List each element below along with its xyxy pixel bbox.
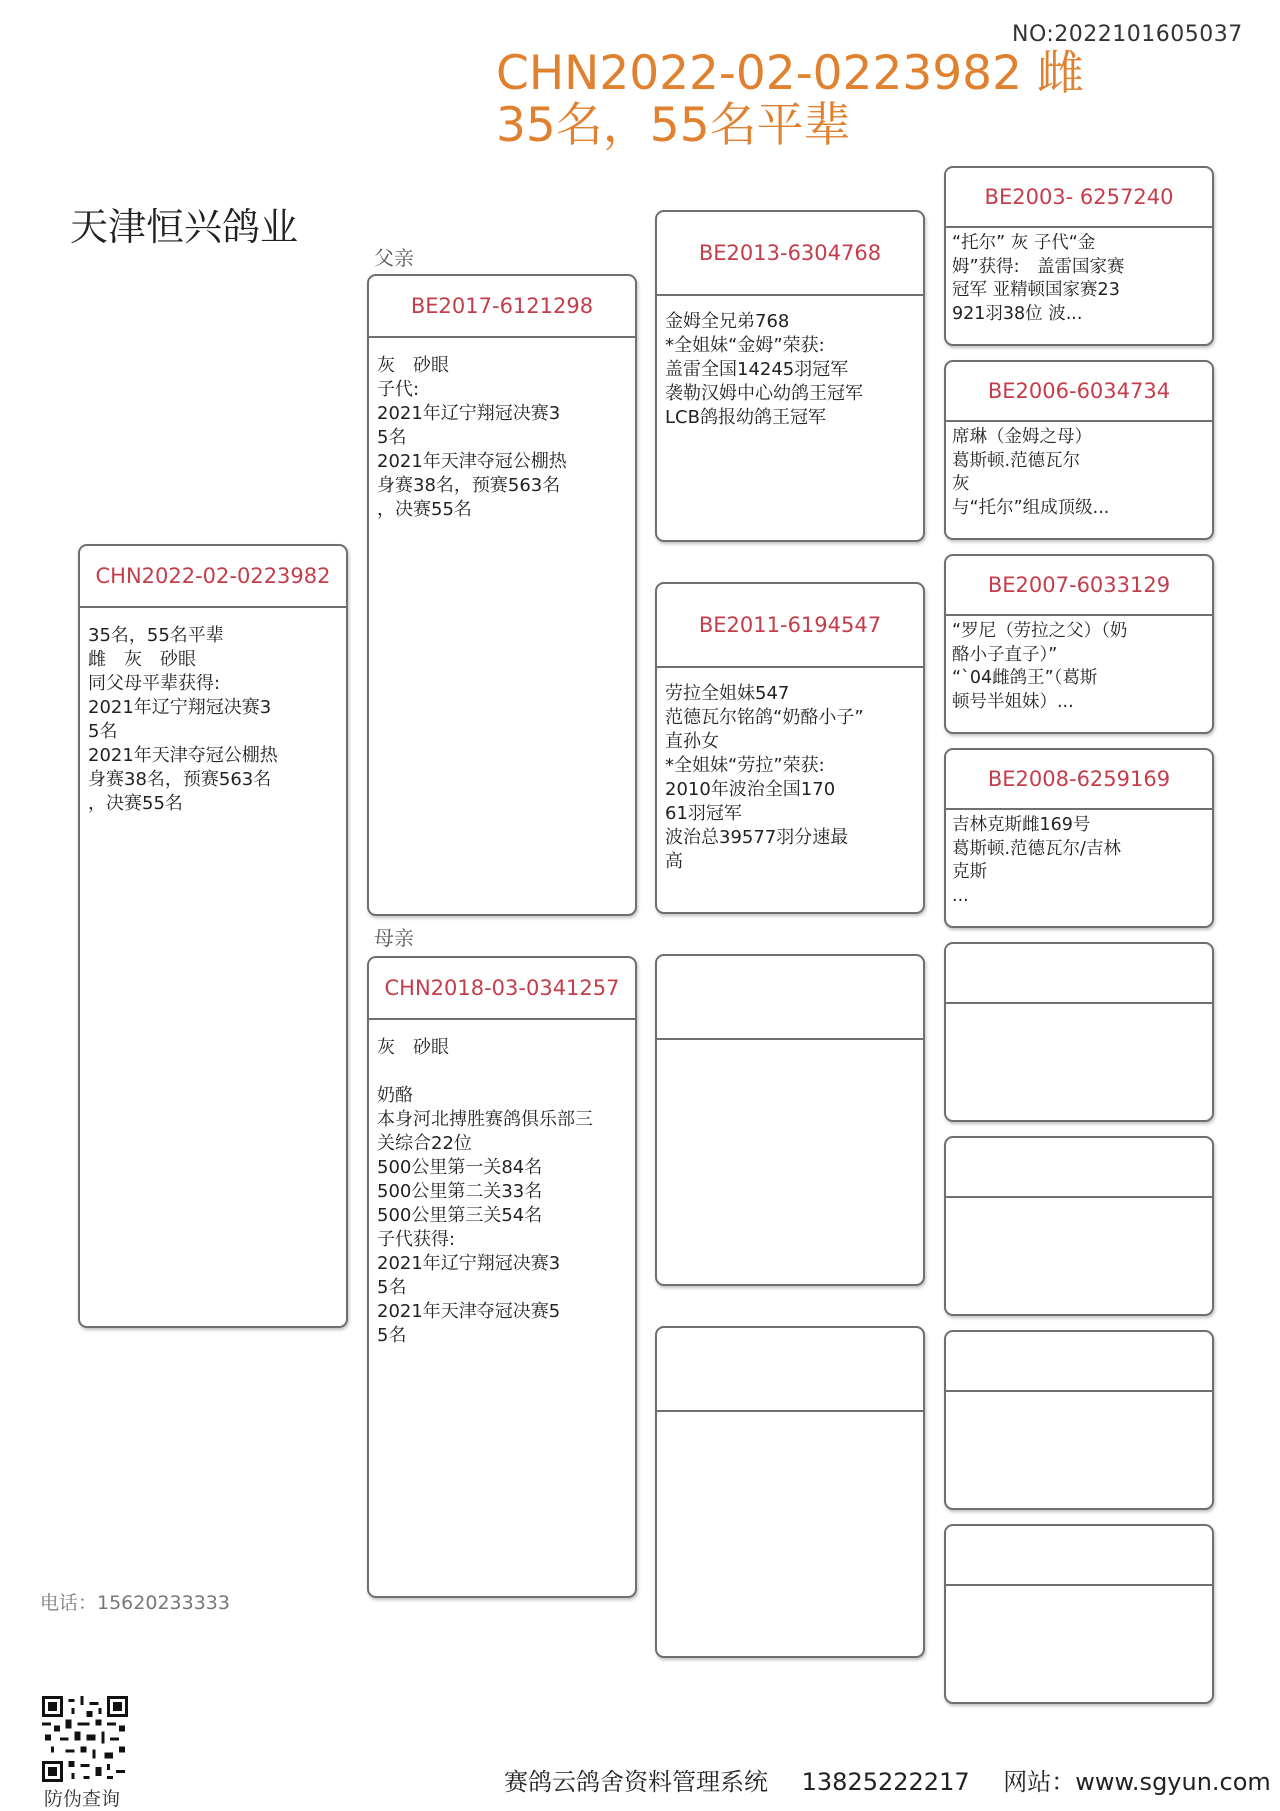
great-grandparent-7-ring (946, 1332, 1212, 1392)
note-line: *全姐妹“金姆”荣获: (665, 335, 825, 356)
dam-ring: CHN2018-03-0341257 (369, 958, 635, 1020)
note-line: 雌 灰 砂眼 (88, 649, 196, 670)
note-line: 5名 (377, 427, 407, 448)
note-line: 姆”获得: 盖雷国家赛 (952, 256, 1125, 277)
great-grandparent-4-ring: BE2008-6259169 (946, 750, 1212, 810)
mother-label: 母亲 (374, 926, 414, 950)
note-line: 劳拉全姐妹547 (665, 683, 790, 704)
note-line: *全姐妹“劳拉”荣获: (665, 755, 825, 776)
note-line: 葛斯顿.范德瓦尔/吉林 (952, 838, 1121, 859)
note-line: 关综合22位 (377, 1133, 472, 1154)
note-line: 同父母平辈获得: (88, 673, 221, 694)
note-line: 2021年辽宁翔冠决赛3 (88, 697, 272, 718)
note-line: 克斯 (952, 862, 987, 882)
note-line: 冠军 亚精顿国家赛23 (952, 280, 1120, 300)
note-line: 2021年辽宁翔冠决赛3 (377, 1253, 561, 1274)
great-grandparent-8-ring (946, 1526, 1212, 1586)
qr-code-icon[interactable] (42, 1696, 128, 1782)
great-grandparent-3-notes (946, 616, 1212, 714)
note-line: 2021年天津夺冠公棚热 (377, 451, 567, 472)
note-line: 波治总39577羽分速最 (665, 827, 849, 848)
note-line: 5名 (88, 721, 118, 742)
grandsire-card[interactable] (655, 210, 925, 542)
note-line: 2021年辽宁翔冠决赛3 (377, 403, 561, 424)
note-line: 吉林克斯雌169号 (952, 815, 1091, 835)
note-line: 灰 砂眼 (377, 355, 449, 376)
maternal-grandsire-ring (657, 956, 923, 1040)
note-line: 酪小子直子）” (952, 644, 1058, 665)
father-label: 父亲 (374, 246, 414, 270)
note-line: 本身河北搏胜赛鸽俱乐部三 (377, 1109, 593, 1130)
great-grandparent-2-notes (946, 422, 1212, 520)
footer-system-name: 赛鸽云鸽舍资料管理系统 (504, 1768, 768, 1796)
note-line: 袭勒汉姆中心幼鸽王冠军 (665, 383, 863, 404)
note-line: 直孙女 (665, 731, 719, 752)
headline-ring: CHN2022-02-0223982 雌 (496, 46, 1084, 101)
note-line: 葛斯顿.范德瓦尔 (952, 450, 1081, 471)
note-line: “罗尼（劳拉之父）（奶 (952, 621, 1128, 641)
granddam-ring: BE2011-6194547 (657, 584, 923, 668)
maternal-granddam-card[interactable] (655, 1326, 925, 1658)
footer-website[interactable]: 网站：www.sgyun.com (1003, 1768, 1271, 1796)
note-line (377, 1060, 627, 1084)
granddam-notes (657, 668, 923, 874)
sire-card[interactable] (367, 274, 637, 916)
great-grandparent-2-card[interactable] (944, 360, 1214, 540)
maternal-grandsire-card[interactable] (655, 954, 925, 1286)
note-line: 500公里第二关33名 (377, 1181, 543, 1202)
note-line: 高 (665, 851, 683, 872)
headline (496, 48, 1084, 152)
headline-result: 35名，55名平辈 (496, 98, 851, 153)
note-line: 盖雷全国14245羽冠军 (665, 359, 849, 380)
maternal-granddam-ring (657, 1328, 923, 1412)
sire-notes (369, 338, 635, 522)
note-line: 2021年天津夺冠决赛5 (377, 1301, 561, 1322)
great-grandparent-6-ring (946, 1138, 1212, 1198)
note-line: 范德瓦尔铭鸽“奶酪小子” (665, 707, 864, 728)
note-line: 500公里第三关54名 (377, 1205, 543, 1226)
note-line: 顿号半姐妹）... (952, 691, 1074, 712)
note-line: 身赛38名，预赛563名 (88, 769, 272, 790)
subject-card[interactable] (78, 544, 348, 1328)
note-line: ，决赛55名 (377, 499, 472, 520)
note-line: 子代获得: (377, 1229, 456, 1250)
great-grandparent-3-ring: BE2007-6033129 (946, 556, 1212, 616)
great-grandparent-1-notes (946, 228, 1212, 326)
great-grandparent-1-ring: BE2003- 6257240 (946, 168, 1212, 228)
note-line: 子代: (377, 379, 420, 400)
note-line: 席琳（金姆之母） (952, 427, 1092, 447)
note-line: 身赛38名，预赛563名 (377, 475, 561, 496)
great-grandparent-1-card[interactable] (944, 166, 1214, 346)
qr-label: 防伪查询 (44, 1788, 121, 1810)
note-line: 金姆全兄弟768 (665, 311, 790, 332)
granddam-card[interactable] (655, 582, 925, 914)
great-grandparent-4-card[interactable] (944, 748, 1214, 928)
dam-notes (369, 1020, 635, 1348)
note-line: 921羽38位 波... (952, 303, 1083, 324)
note-line: 2021年天津夺冠公棚热 (88, 745, 278, 766)
note-line: 5名 (377, 1325, 407, 1346)
great-grandparent-5-card[interactable] (944, 942, 1214, 1122)
footer-phone: 13825222217 (801, 1768, 970, 1796)
note-line: 5名 (377, 1277, 407, 1298)
phone-number: 电话：15620233333 (40, 1592, 230, 1614)
grandsire-ring: BE2013-6304768 (657, 212, 923, 296)
note-line: 2010年波治全国170 (665, 779, 836, 800)
great-grandparent-2-ring: BE2006-6034734 (946, 362, 1212, 422)
note-line: 奶酪 (377, 1085, 413, 1106)
note-line: 35名，55名平辈 (88, 625, 224, 646)
great-grandparent-3-card[interactable] (944, 554, 1214, 734)
great-grandparent-7-card[interactable] (944, 1330, 1214, 1510)
note-line: LCB鸽报幼鸽王冠军 (665, 407, 826, 428)
note-line: 500公里第一关84名 (377, 1157, 543, 1178)
note-line: ... (952, 885, 969, 906)
note-line: 灰 (952, 474, 970, 494)
grandsire-notes (657, 296, 923, 430)
great-grandparent-6-card[interactable] (944, 1136, 1214, 1316)
footer (504, 1762, 1280, 1797)
note-line: “`04雌鸽王”（葛斯 (952, 668, 1098, 688)
note-line: ，决赛55名 (88, 793, 183, 814)
subject-ring: CHN2022-02-0223982 (80, 546, 346, 608)
great-grandparent-4-notes (946, 810, 1212, 908)
sire-ring: BE2017-6121298 (369, 276, 635, 338)
note-line: 61羽冠军 (665, 803, 742, 824)
note-line: 与“托尔”组成顶级... (952, 497, 1110, 518)
subject-notes (80, 608, 346, 816)
great-grandparent-8-card[interactable] (944, 1524, 1214, 1704)
note-line: 灰 砂眼 (377, 1037, 449, 1058)
dam-card[interactable] (367, 956, 637, 1598)
document-number: NO:2022101605037 (1012, 22, 1243, 47)
note-line: “托尔” 灰 子代“金 (952, 233, 1096, 253)
great-grandparent-5-ring (946, 944, 1212, 1004)
loft-name: 天津恒兴鸽业 (70, 205, 299, 249)
